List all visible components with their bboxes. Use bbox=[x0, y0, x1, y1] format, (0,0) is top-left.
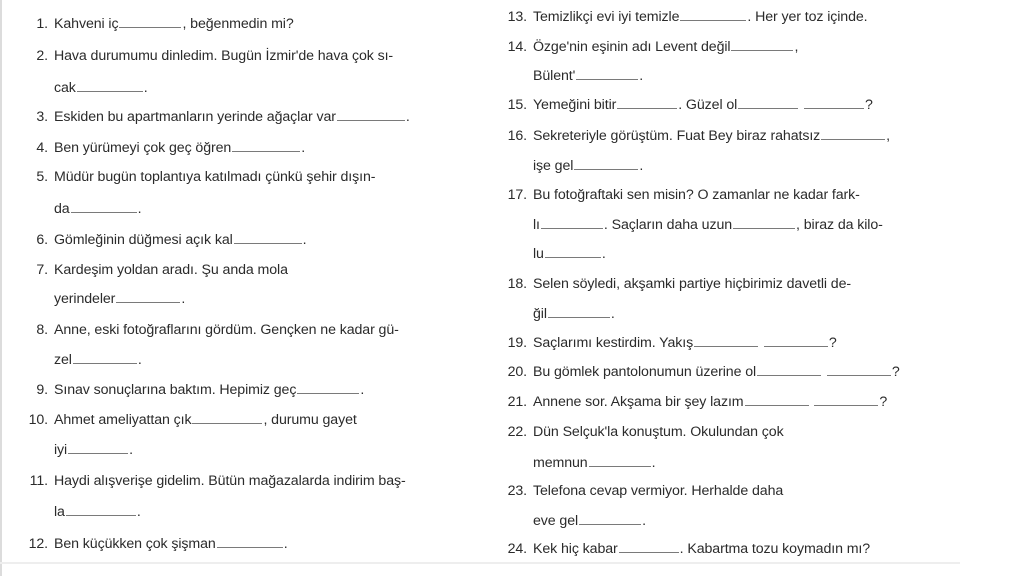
item-text: Anne, eski fotoğraflarını gördüm. Gençken ne kadar gü- bbox=[54, 322, 399, 338]
item-text: . bbox=[181, 291, 186, 307]
item-text: . bbox=[129, 442, 133, 458]
item-text: eve gel bbox=[533, 513, 579, 529]
item-text: Temizlikçi evi iyi temizle bbox=[533, 9, 680, 25]
item-text: la bbox=[54, 504, 65, 520]
item-text: . bbox=[302, 232, 307, 248]
blank-field[interactable] bbox=[73, 362, 137, 364]
item-number: 3. bbox=[36, 109, 48, 125]
item-text: Dün Selçuk'la konuştum. Okulundan çok bbox=[533, 424, 784, 440]
blank-field[interactable] bbox=[217, 546, 283, 548]
item-text: Yemeğini bitir bbox=[533, 97, 617, 113]
item-number: 22. bbox=[507, 424, 527, 440]
page-edge-shadow bbox=[0, 0, 2, 576]
item-text: Bu gömlek pantolonumun üzerine ol bbox=[533, 364, 757, 380]
blank-field[interactable] bbox=[71, 211, 137, 213]
blank-field[interactable] bbox=[232, 150, 300, 152]
item-text: , durumu gayet bbox=[263, 412, 357, 428]
item-text: Bu fotoğraftaki sen misin? O zamanlar ne kadar fark- bbox=[533, 187, 860, 203]
item-text: ğil bbox=[533, 306, 547, 322]
item-number: 10. bbox=[28, 412, 48, 428]
item-number: 24. bbox=[507, 541, 527, 557]
item-number: 7. bbox=[36, 262, 48, 278]
item-text: . bbox=[639, 68, 644, 84]
item-text: , bbox=[886, 128, 890, 144]
item-number: 8. bbox=[36, 322, 48, 338]
item-text: ? bbox=[891, 364, 900, 380]
item-text: Ben yürümeyi çok geç öğren bbox=[54, 140, 232, 156]
item-text: Ahmet ameliyattan çık bbox=[54, 412, 192, 428]
blank-field[interactable] bbox=[589, 465, 651, 467]
item-text: . bbox=[651, 455, 656, 471]
item-text: . bbox=[405, 109, 410, 125]
item-text: . bbox=[360, 382, 365, 398]
item-text: . bbox=[283, 536, 288, 552]
blank-field[interactable] bbox=[804, 107, 864, 109]
item-text: zel bbox=[54, 352, 72, 368]
item-text: yerindeler bbox=[54, 291, 116, 307]
blank-field[interactable] bbox=[733, 227, 795, 229]
item-text: Müdür bugün toplantıya katılmadı çünkü şehir dışın- bbox=[54, 169, 376, 185]
item-number: 1. bbox=[36, 16, 48, 32]
item-text: . bbox=[639, 158, 644, 174]
item-text: ? bbox=[828, 335, 837, 351]
item-text: . bbox=[642, 513, 646, 529]
item-text: . bbox=[601, 246, 606, 262]
item-number: 18. bbox=[507, 276, 527, 292]
item-text: . bbox=[137, 201, 142, 217]
blank-field[interactable] bbox=[814, 404, 878, 406]
blank-field[interactable] bbox=[579, 523, 641, 525]
blank-field[interactable] bbox=[821, 138, 885, 140]
item-text: da bbox=[54, 201, 70, 217]
item-number: 2. bbox=[36, 48, 48, 64]
blank-field[interactable] bbox=[827, 374, 891, 376]
item-text: , biraz da kilo- bbox=[796, 217, 883, 233]
item-text: . Kabartma tozu koymadın mı? bbox=[679, 541, 871, 557]
blank-field[interactable] bbox=[548, 316, 610, 318]
item-text: . bbox=[136, 504, 141, 520]
item-text: . Saçların daha uzun bbox=[603, 217, 733, 233]
blank-field[interactable] bbox=[66, 514, 136, 516]
item-text: cak bbox=[54, 80, 76, 96]
item-text: Özge'nin eşinin adı Levent değil bbox=[533, 39, 731, 55]
item-text: Saçlarımı kestirdim. Yakış bbox=[533, 335, 694, 351]
item-number: 16. bbox=[507, 128, 527, 144]
item-text: Sınav sonuçlarına baktım. Hepimiz geç bbox=[54, 382, 297, 398]
blank-field[interactable] bbox=[694, 345, 758, 347]
blank-field[interactable] bbox=[68, 452, 128, 454]
blank-field[interactable] bbox=[731, 49, 793, 51]
item-text: Telefona cevap vermiyor. Herhalde daha bbox=[533, 483, 784, 499]
item-number: 6. bbox=[36, 232, 48, 248]
item-text: , beğenmedin mi? bbox=[182, 16, 294, 32]
item-number: 20. bbox=[507, 364, 527, 380]
item-text: . Güzel ol bbox=[678, 97, 738, 113]
item-number: 15. bbox=[507, 97, 527, 113]
blank-field[interactable] bbox=[757, 374, 821, 376]
item-text: Sekreteriyle görüştüm. Fuat Bey biraz rahatsız bbox=[533, 128, 821, 144]
item-text: memnun bbox=[533, 455, 588, 471]
blank-field[interactable] bbox=[192, 422, 262, 424]
blank-field[interactable] bbox=[619, 551, 679, 553]
page-bottom-edge bbox=[0, 562, 960, 564]
item-text: Hava durumumu dinledim. Bugün İzmir'de hava çok sı- bbox=[54, 48, 394, 64]
item-text: işe gel bbox=[533, 158, 574, 174]
item-text: . Her yer toz içinde. bbox=[747, 9, 868, 25]
item-number: 12. bbox=[28, 536, 48, 552]
blank-field[interactable] bbox=[337, 119, 405, 121]
item-number: 14. bbox=[507, 39, 527, 55]
item-text: iyi bbox=[54, 442, 68, 458]
item-number: 4. bbox=[36, 140, 48, 156]
blank-field[interactable] bbox=[745, 404, 809, 406]
item-text: Gömleğinin düğmesi açık kal bbox=[54, 232, 233, 248]
blank-field[interactable] bbox=[617, 107, 677, 109]
item-text: . bbox=[610, 306, 615, 322]
item-text: Haydi alışverişe gidelim. Bütün mağazalarda indirim baş- bbox=[54, 473, 406, 489]
item-text: . bbox=[301, 140, 306, 156]
item-number: 23. bbox=[507, 483, 527, 499]
item-text: . bbox=[143, 80, 148, 96]
item-text: Bülent' bbox=[533, 68, 576, 84]
item-text: Selen söyledi, akşamki partiye hiçbirimiz davetli de- bbox=[533, 276, 851, 292]
item-number: 17. bbox=[507, 187, 527, 203]
blank-field[interactable] bbox=[574, 168, 638, 170]
item-text: Ben küçükken çok şişman bbox=[54, 536, 216, 552]
item-text: ? bbox=[879, 394, 888, 410]
blank-field[interactable] bbox=[541, 227, 603, 229]
item-text: Annene sor. Akşama bir şey lazım bbox=[533, 394, 744, 410]
blank-field[interactable] bbox=[234, 242, 302, 244]
blank-field[interactable] bbox=[77, 90, 143, 92]
item-text: lı bbox=[533, 217, 540, 233]
item-text: lu bbox=[533, 246, 544, 262]
blank-field[interactable] bbox=[680, 19, 746, 21]
item-text: Kardeşim yoldan aradı. Şu anda mola bbox=[54, 262, 288, 278]
item-text: ? bbox=[865, 97, 873, 113]
blank-field[interactable] bbox=[119, 26, 181, 28]
item-text: . bbox=[137, 352, 142, 368]
item-number: 19. bbox=[507, 335, 527, 351]
item-text: Kahveni iç bbox=[54, 16, 119, 32]
blank-field[interactable] bbox=[576, 78, 638, 80]
blank-field[interactable] bbox=[297, 392, 359, 394]
item-number: 5. bbox=[36, 169, 48, 185]
item-number: 11. bbox=[29, 473, 48, 489]
blank-field[interactable] bbox=[545, 256, 601, 258]
item-text: Kek hiç kabar bbox=[533, 541, 618, 557]
blank-field[interactable] bbox=[738, 107, 798, 109]
item-number: 21. bbox=[507, 394, 527, 410]
item-number: 9. bbox=[36, 382, 48, 398]
blank-field[interactable] bbox=[764, 345, 828, 347]
blank-field[interactable] bbox=[116, 301, 180, 303]
item-text: Eskiden bu apartmanların yerinde ağaçlar var bbox=[54, 109, 336, 125]
item-text: , bbox=[794, 39, 799, 55]
item-number: 13. bbox=[507, 9, 527, 25]
